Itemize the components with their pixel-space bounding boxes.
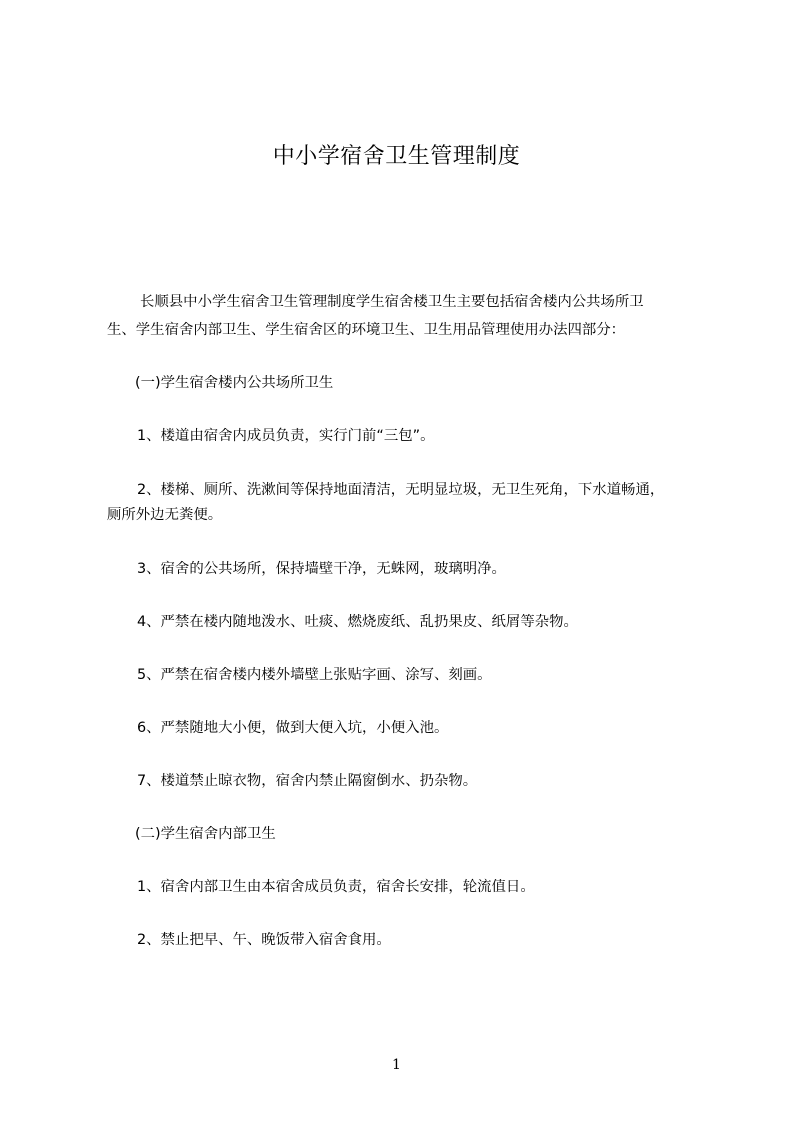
section-1-item-7: 7、楼道禁止晾衣物，宿舍内禁止隔窗倒水、扔杂物。 [137, 773, 478, 789]
section-1-heading: (一)学生宿舍楼内公共场所卫生 [135, 375, 334, 391]
document-title: 中小学宿舍卫生管理制度 [272, 144, 521, 169]
page-number: 1 [392, 1057, 401, 1073]
intro-line-2: 生、学生宿舍内部卫生、学生宿舍区的环境卫生、卫生用品管理使用办法四部分： [107, 322, 626, 338]
section-1-item-5: 5、严禁在宿舍楼内楼外墙壁上张贴字画、涂写、刻画。 [137, 667, 492, 683]
section-1-item-4: 4、严禁在楼内随地泼水、吐痰、燃烧废纸、乱扔果皮、纸屑等杂物。 [137, 614, 578, 630]
section-2-item-2: 2、禁止把早、午、晚饭带入宿舍食用。 [137, 932, 391, 948]
section-1-item-2-line-1: 2、楼梯、厕所、洗漱间等保持地面清洁，无明显垃圾，无卫生死角，下水道畅通， [137, 482, 665, 498]
section-1-item-6: 6、严禁随地大小便，做到大便入坑，小便入池。 [137, 720, 449, 736]
section-2-heading: (二)学生宿舍内部卫生 [135, 826, 276, 842]
section-1-item-1: 1、楼道由宿舍内成员负责，实行门前“三包”。 [137, 428, 435, 444]
section-1-item-3: 3、宿舍的公共场所，保持墙壁干净，无蛛网，玻璃明净。 [137, 561, 506, 577]
section-1-item-2-line-2: 厕所外边无粪便。 [107, 507, 223, 523]
intro-line-1: 长顺县中小学生宿舍卫生管理制度学生宿舍楼卫生主要包括宿舍楼内公共场所卫 [140, 294, 644, 310]
section-2-item-1: 1、宿舍内部卫生由本宿舍成员负责，宿舍长安排，轮流值日。 [137, 879, 535, 895]
